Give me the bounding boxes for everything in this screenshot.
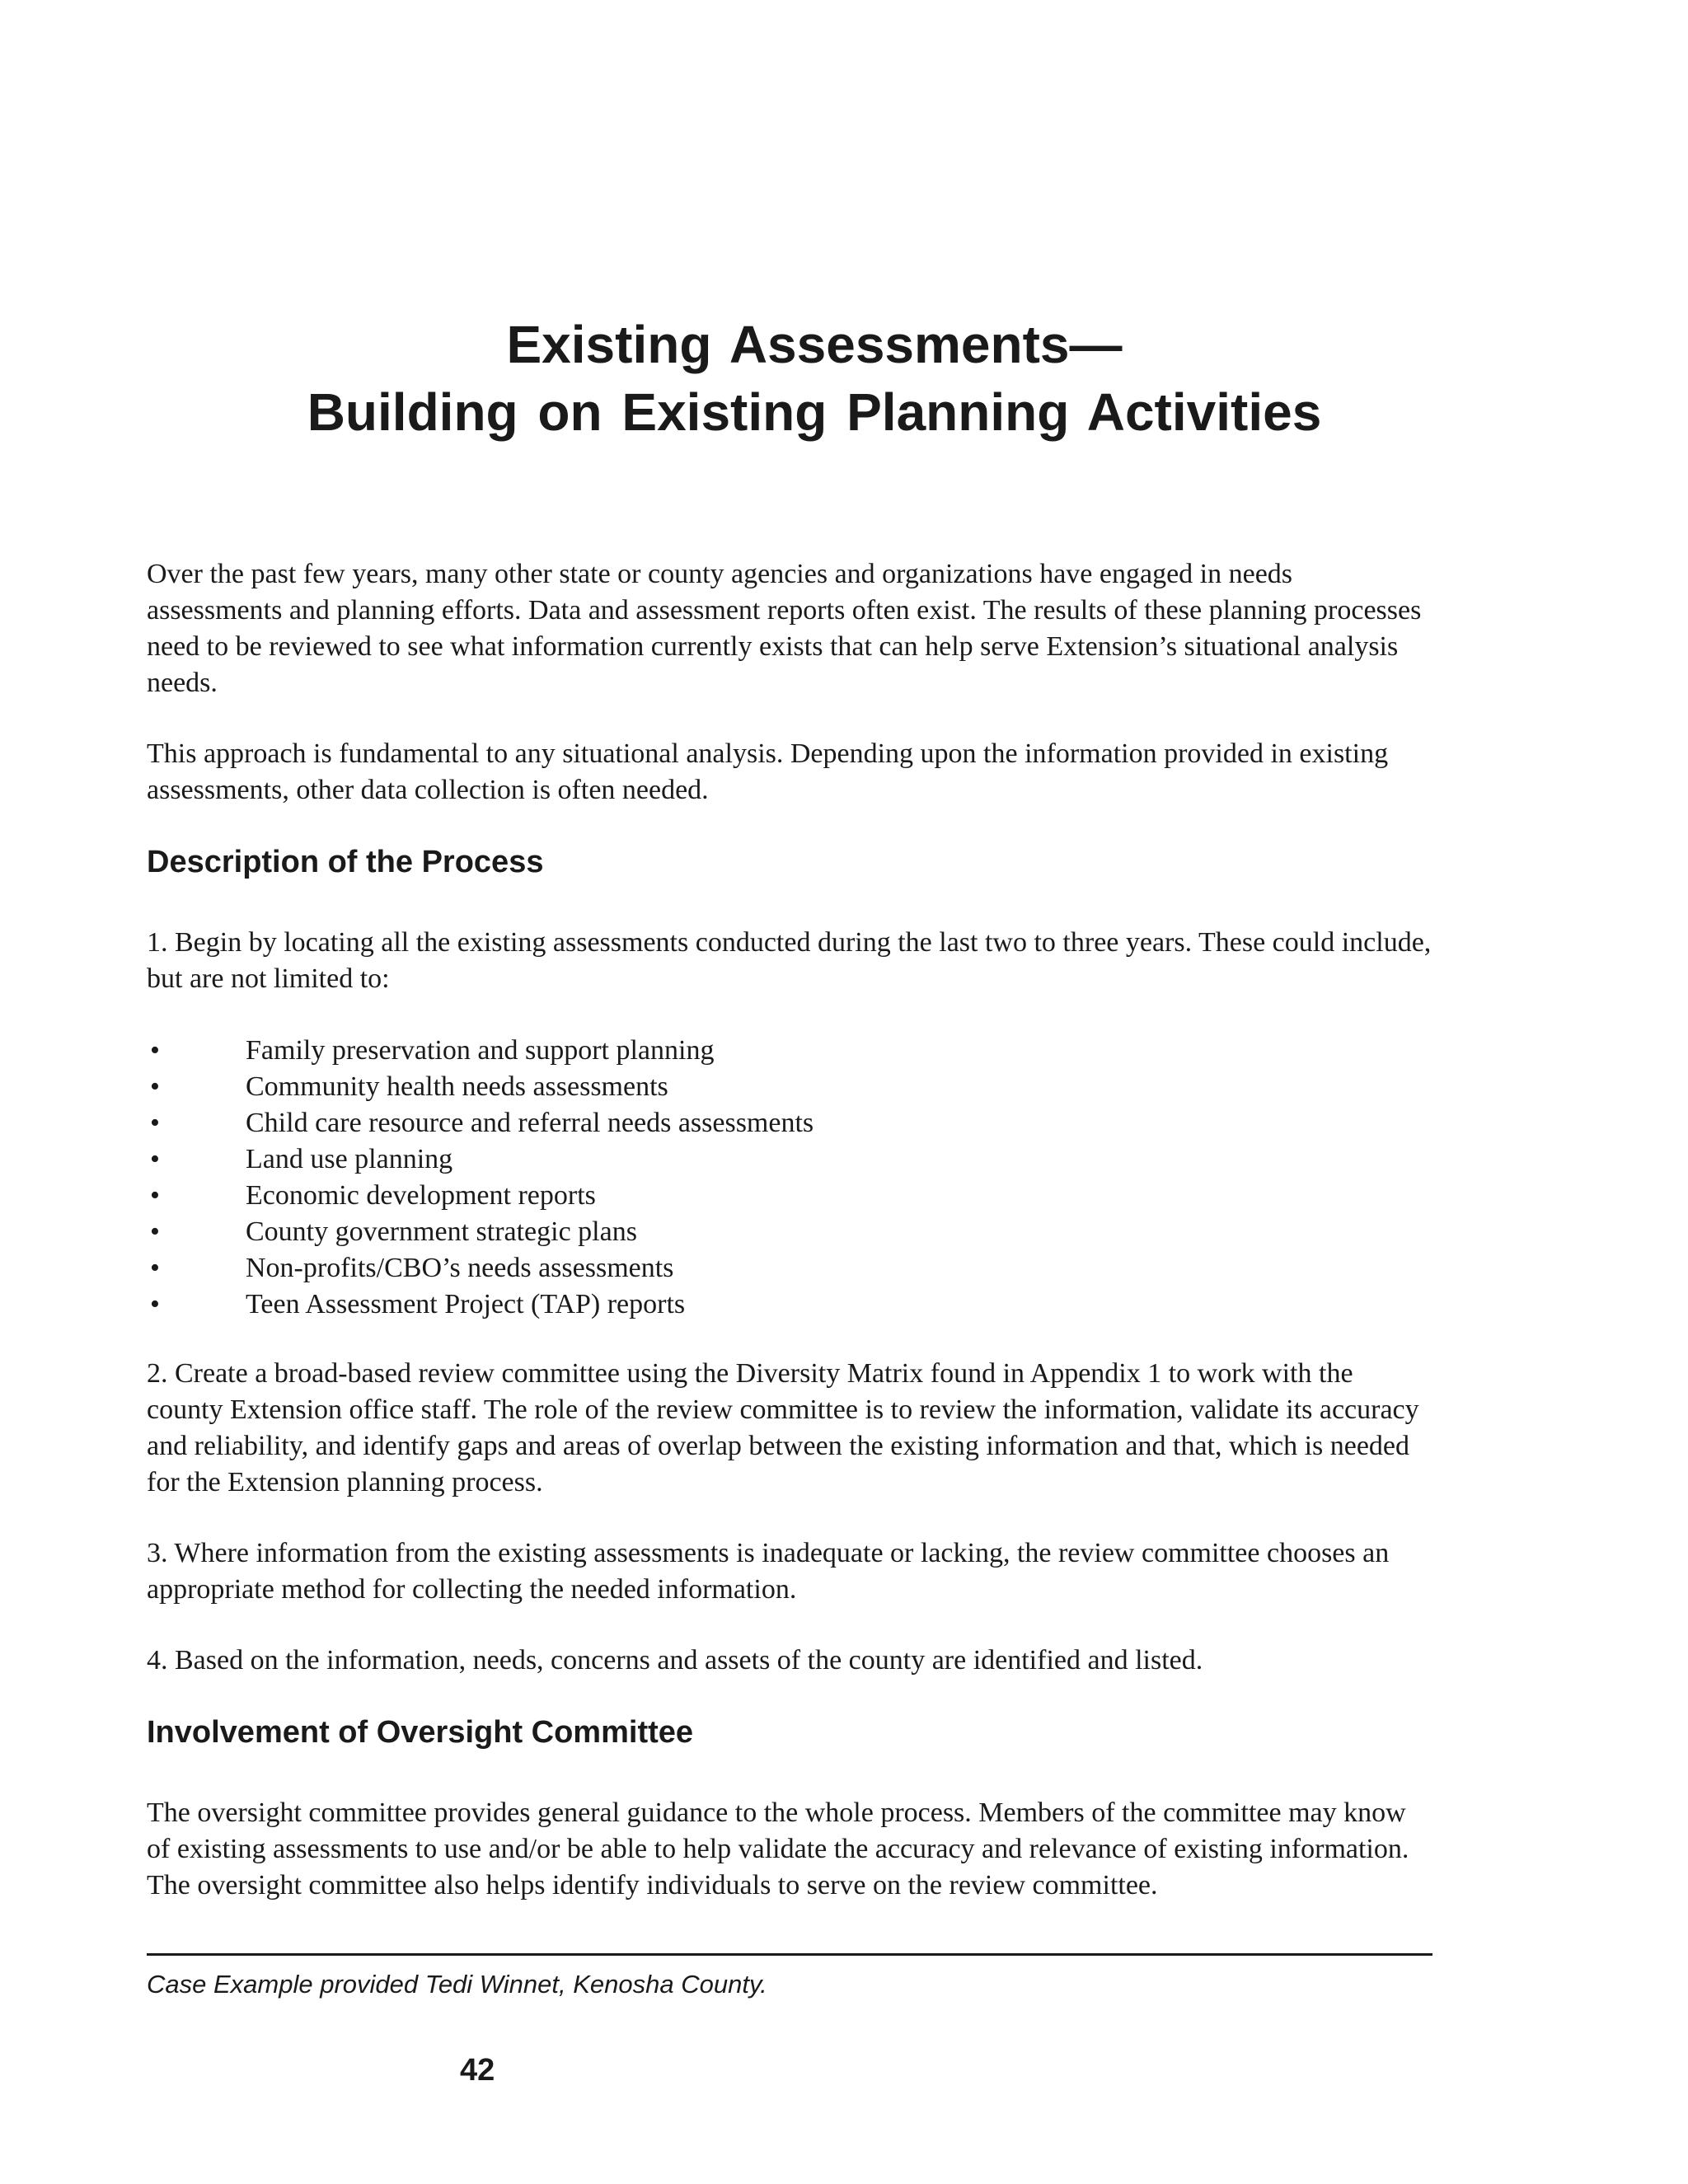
intro-paragraph-1: Over the past few years, many other state or county agencies and organizations have engaged in needs assessments and planning efforts. Data and assessment reports often exist. The results of these planning processes need to be reviewed to see what information currently exists that can help serve Extension’s situational analysis needs. xyxy=(147,559,1422,698)
list-item-text: Teen Assessment Project (TAP) reports xyxy=(246,1289,686,1319)
bullet-icon: • xyxy=(150,1071,160,1102)
page-number: 42 xyxy=(460,2053,495,2088)
list-item-text: Economic development reports xyxy=(246,1180,596,1211)
list-item-text: Child care resource and referral needs assessments xyxy=(246,1108,814,1138)
bullet-icon: • xyxy=(150,1253,160,1283)
list-item xyxy=(147,1214,1432,1250)
process-step-1: 1. Begin by locating all the existing assessments conducted during the last two to three years. These could include, but are not limited to: xyxy=(147,927,1432,994)
process-step-4: 4. Based on the information, needs, concerns and assets of the county are identified and listed. xyxy=(147,1645,1203,1675)
list-item-text: Land use planning xyxy=(246,1144,453,1174)
bullet-icon: • xyxy=(150,1180,160,1211)
page-title-line-2: Building on Existing Planning Activities xyxy=(307,382,1322,442)
list-item-text: Community health needs assessments xyxy=(246,1071,668,1102)
list-item xyxy=(147,1250,1432,1286)
list-item-text: Non-profits/CBO’s needs assessments xyxy=(246,1253,674,1283)
bullet-icon: • xyxy=(150,1144,160,1174)
list-item-text: County government strategic plans xyxy=(246,1216,637,1247)
process-step-2: 2. Create a broad-based review committee using the Diversity Matrix found in Appendix 1 to work with the county Extension office staff. The role of the review committee is to review the information, validate its accuracy and reliability, and identify gaps and areas of overlap between the existing information and that, which is needed for the Extension planning process. xyxy=(147,1358,1419,1497)
list-item xyxy=(147,1069,1432,1105)
case-example-footnote: Case Example provided Tedi Winnet, Kenosha County. xyxy=(147,1970,767,1999)
intro-paragraph-2: This approach is fundamental to any situational analysis. Depending upon the information provided in existing assessments, other data collection is often needed. xyxy=(147,738,1389,805)
list-item xyxy=(147,1286,1432,1323)
list-item-text: Family preservation and support planning xyxy=(246,1035,715,1066)
list-item xyxy=(147,1178,1432,1214)
bullet-icon: • xyxy=(150,1108,160,1138)
list-item xyxy=(147,1105,1432,1141)
bullet-icon: • xyxy=(150,1216,160,1247)
oversight-heading: Involvement of Oversight Committee xyxy=(147,1715,694,1750)
process-heading: Description of the Process xyxy=(147,845,544,879)
list-item xyxy=(147,1141,1432,1178)
bullet-icon: • xyxy=(150,1035,160,1066)
bullet-icon: • xyxy=(150,1289,160,1319)
footnote-divider xyxy=(147,1953,1432,1956)
list-item xyxy=(147,1033,1432,1069)
process-step-3: 3. Where information from the existing assessments is inadequate or lacking, the review committee chooses an appropriate method for collecting the needed information. xyxy=(147,1538,1390,1605)
oversight-paragraph: The oversight committee provides general guidance to the whole process. Members of the committee may know of existing assessments to use and/or be able to help validate the accuracy and relevance of existing information. The oversight committee also helps identify individuals to serve on the review committee. xyxy=(147,1797,1409,1900)
page-title-line-1: Existing Assessments— xyxy=(506,315,1123,374)
assessment-list xyxy=(147,1033,1432,1323)
